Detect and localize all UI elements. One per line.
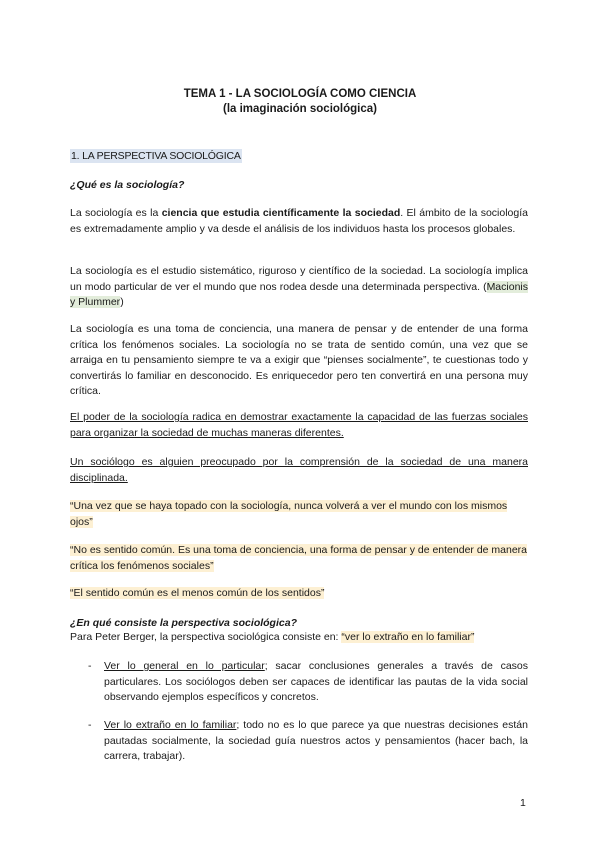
- question-heading-2: ¿En qué consiste la perspectiva sociológica?: [70, 617, 297, 629]
- quote-3-text: “El sentido común es el menos común de los sentidos”: [70, 587, 325, 599]
- list-item-2: [88, 718, 528, 765]
- paragraph-5: Un sociólogo es alguien preocupado por la comprensión de la sociedad de una manera disciplinada.: [70, 456, 528, 484]
- berger-highlight: “ver lo extraño en lo familiar”: [341, 631, 475, 643]
- document-title: [0, 87, 600, 117]
- bullet-dash: -: [88, 719, 92, 731]
- paragraph-4: El poder de la sociología radica en demostrar exactamente la capacidad de las fuerzas sociales para organizar la sociedad de muchas maneras diferentes.: [70, 411, 528, 439]
- title-line-2: (la imaginación sociológica): [222, 103, 377, 115]
- paragraph-3: La sociología es una toma de conciencia, una manera de pensar y de entender de una forma crítica los fenómenos sociales. La sociología no se trata de sentido común, una vez que se arraiga en tu pensamiento siempre te va a exigir que “pienses socialmente”, te cuestionas todo y convertirás lo familiar en desconocido. Es enriquecedor pero ten convertirá en una persona muy crítica.: [70, 323, 528, 397]
- list-item-1-term: Ver lo general en lo particular: [104, 660, 265, 672]
- p1-bold: ciencia que estudia científicamente la sociedad: [161, 207, 401, 219]
- list-item-1: [88, 659, 528, 706]
- paragraph-6: [70, 630, 528, 646]
- page-number: 1: [520, 797, 526, 809]
- p1-text-b: . El ámbito de la sociología es extremadamente amplio y va desde el análisis de los individuos hasta los procesos globales.: [70, 207, 528, 235]
- list-item-2-term: Ver lo extraño en lo familiar: [104, 719, 237, 731]
- paragraph-2: [70, 264, 528, 311]
- question-heading-1: ¿Qué es la sociología?: [70, 179, 185, 191]
- quote-3: [70, 586, 528, 602]
- p6-text: Para Peter Berger, la perspectiva sociológica consiste en:: [70, 631, 342, 643]
- citation-highlight: Macionis y Plummer: [70, 280, 528, 308]
- quote-1-text: “Una vez que se haya topado con la sociología, nunca volverá a ver el mundo con los mismos ojos”: [70, 500, 508, 528]
- section-heading: 1. LA PERSPECTIVA SOCIOLÓGICA: [71, 150, 241, 162]
- quote-2: [70, 543, 528, 574]
- quote-1: [70, 499, 528, 530]
- quote-2-text: “No es sentido común. Es una toma de conciencia, una forma de pensar y de entender de manera crítica los fenómenos sociales”: [70, 544, 528, 572]
- list-item-1-text: ; sacar conclusiones generales a través de casos particulares. Los sociólogos deben ser capaces de identificar las pautas de la vida social observando ejemplos específicos y concretos.: [104, 660, 528, 703]
- paragraph-1: [70, 206, 528, 237]
- list-item-2-text: ; todo no es lo que parece ya que nuestras decisiones están pautadas socialmente, la sociedad guía nuestros actos y pensamientos (hacer bach, la carrera, trabajar).: [104, 719, 528, 762]
- bullet-dash: -: [88, 660, 92, 672]
- p2-text-a: La sociología es el estudio sistemático, riguroso y científico de la sociedad. La sociología implica un modo particular de ver el mundo que nos rodea desde una determinada perspectiva. (: [70, 265, 528, 293]
- title-line-1: TEMA 1 - LA SOCIOLOGÍA COMO CIENCIA: [183, 88, 417, 100]
- p1-text-a: La sociología es la: [70, 207, 162, 219]
- p2-text-b: ): [120, 296, 124, 308]
